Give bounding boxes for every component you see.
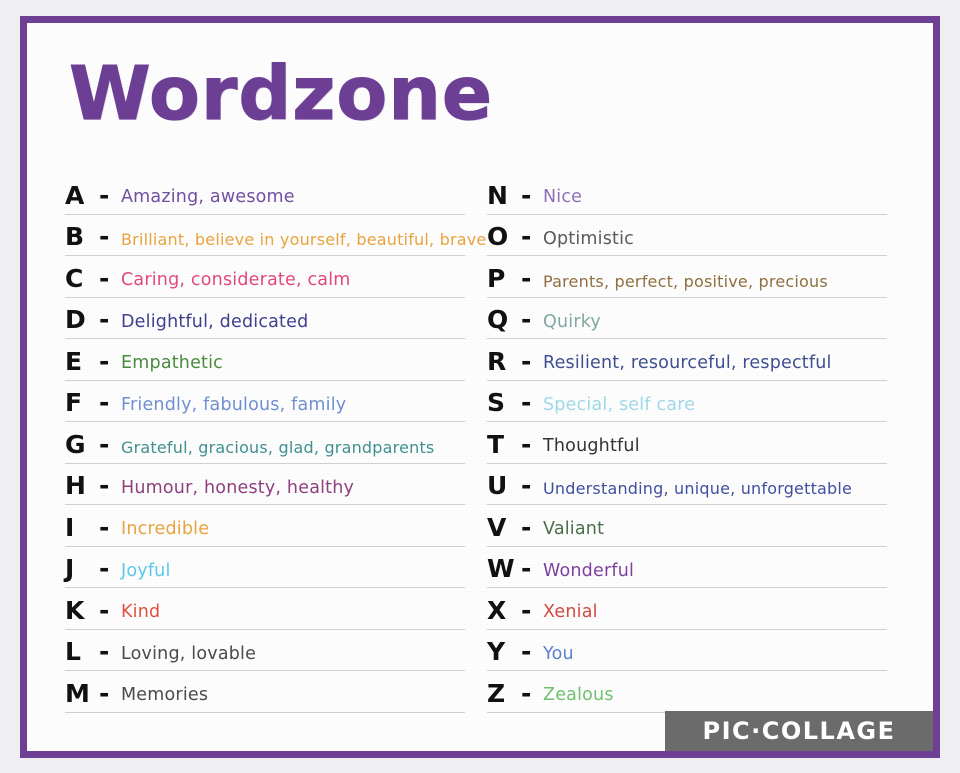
list-item bbox=[65, 339, 465, 381]
letter-label: D bbox=[65, 305, 86, 334]
letter-label: P bbox=[487, 263, 506, 293]
dash-separator: - bbox=[521, 180, 532, 210]
dash-separator: - bbox=[99, 637, 110, 666]
list-item bbox=[487, 215, 887, 257]
dash-separator: - bbox=[99, 222, 110, 251]
word-text: Zealous bbox=[543, 685, 614, 705]
dash-separator: - bbox=[99, 512, 110, 542]
list-item bbox=[487, 256, 887, 298]
dash-separator: - bbox=[99, 471, 110, 500]
letter-label: N bbox=[487, 180, 508, 210]
dash-separator: - bbox=[99, 595, 110, 625]
list-item bbox=[65, 381, 465, 423]
letter-label: H bbox=[65, 471, 86, 500]
list-item bbox=[487, 339, 887, 381]
page-title: Wordzone bbox=[69, 51, 494, 137]
letter-label: M bbox=[65, 678, 90, 708]
word-text: Valiant bbox=[543, 519, 605, 539]
dash-separator: - bbox=[99, 429, 110, 459]
list-item bbox=[487, 381, 887, 423]
letter-label: I bbox=[65, 512, 75, 542]
word-text: Friendly, fabulous, family bbox=[121, 394, 347, 415]
word-list-right-column bbox=[487, 173, 887, 713]
word-text: Parents, perfect, positive, precious bbox=[543, 271, 828, 291]
dash-separator: - bbox=[521, 263, 532, 293]
letter-label: Y bbox=[487, 637, 506, 666]
word-text: Memories bbox=[121, 685, 209, 705]
dash-separator: - bbox=[521, 471, 532, 500]
dash-separator: - bbox=[99, 388, 110, 417]
dash-separator: - bbox=[99, 678, 110, 708]
dash-separator: - bbox=[521, 512, 532, 542]
list-item bbox=[65, 505, 465, 547]
word-text: Quirky bbox=[543, 311, 601, 332]
list-item bbox=[65, 630, 465, 672]
list-item bbox=[487, 464, 887, 506]
letter-label: C bbox=[65, 263, 84, 293]
letter-label: G bbox=[65, 429, 86, 459]
dash-separator: - bbox=[521, 388, 532, 417]
letter-label: X bbox=[487, 595, 507, 625]
letter-label: E bbox=[65, 346, 83, 376]
letter-label: S bbox=[487, 388, 506, 417]
dash-separator: - bbox=[521, 429, 532, 459]
letter-label: Z bbox=[487, 678, 506, 708]
letter-label: Q bbox=[487, 305, 509, 334]
word-text: Resilient, resourceful, respectful bbox=[543, 353, 832, 373]
list-item bbox=[487, 298, 887, 340]
list-item bbox=[65, 422, 465, 464]
letter-label: V bbox=[487, 512, 507, 542]
list-item bbox=[65, 588, 465, 630]
word-text: Delightful, dedicated bbox=[121, 311, 309, 332]
list-item bbox=[65, 547, 465, 589]
letter-label: B bbox=[65, 222, 85, 251]
word-text: Caring, considerate, calm bbox=[121, 270, 351, 290]
list-item bbox=[65, 298, 465, 340]
piccollage-watermark bbox=[665, 711, 933, 751]
dash-separator: - bbox=[99, 305, 110, 334]
dash-separator: - bbox=[521, 595, 532, 625]
word-text: Amazing, awesome bbox=[121, 187, 295, 207]
word-text: Kind bbox=[121, 602, 161, 622]
list-item bbox=[487, 630, 887, 672]
word-text: Special, self care bbox=[543, 394, 696, 415]
word-text: Thoughtful bbox=[543, 436, 640, 456]
word-text: Humour, honesty, healthy bbox=[121, 477, 355, 498]
letter-label: T bbox=[487, 429, 505, 459]
list-item bbox=[487, 547, 887, 589]
list-item bbox=[487, 173, 887, 215]
list-item bbox=[65, 256, 465, 298]
word-text: Grateful, gracious, glad, grandparents bbox=[121, 437, 435, 457]
word-text: Incredible bbox=[121, 519, 210, 539]
letter-label: J bbox=[65, 554, 75, 583]
word-text: Xenial bbox=[543, 602, 598, 622]
list-item bbox=[487, 422, 887, 464]
letter-label: O bbox=[487, 222, 509, 251]
dash-separator: - bbox=[521, 222, 532, 251]
dash-separator: - bbox=[99, 180, 110, 210]
list-item bbox=[65, 464, 465, 506]
dash-separator: - bbox=[99, 554, 110, 583]
letter-label: A bbox=[65, 180, 85, 210]
list-item bbox=[65, 215, 487, 257]
word-text: Loving, lovable bbox=[121, 643, 257, 664]
dash-separator: - bbox=[521, 554, 532, 583]
word-text: Empathetic bbox=[121, 353, 224, 373]
list-item bbox=[65, 173, 465, 215]
word-text: Wonderful bbox=[543, 560, 635, 581]
dash-separator: - bbox=[521, 346, 532, 376]
dash-separator: - bbox=[99, 346, 110, 376]
word-text: Understanding, unique, unforgettable bbox=[543, 479, 853, 498]
letter-label: W bbox=[487, 554, 515, 583]
word-text: Brilliant, believe in yourself, beautiful, brave bbox=[121, 230, 487, 249]
letter-label: F bbox=[65, 388, 83, 417]
word-text: Joyful bbox=[121, 560, 171, 581]
word-text: Optimistic bbox=[543, 228, 634, 249]
poster-frame bbox=[20, 16, 940, 758]
letter-label: L bbox=[65, 637, 81, 666]
watermark-label: PIC·COLLAGE bbox=[702, 717, 896, 745]
poster-paper bbox=[27, 23, 933, 751]
dash-separator: - bbox=[99, 263, 110, 293]
list-item bbox=[487, 505, 887, 547]
list-item bbox=[487, 588, 887, 630]
dash-separator: - bbox=[521, 305, 532, 334]
letter-label: K bbox=[65, 595, 85, 625]
word-text: You bbox=[543, 643, 574, 664]
dash-separator: - bbox=[521, 637, 532, 666]
letter-label: R bbox=[487, 346, 507, 376]
word-list-left-column bbox=[65, 173, 487, 713]
list-item bbox=[65, 671, 465, 713]
word-text: Nice bbox=[543, 187, 583, 207]
list-item bbox=[487, 671, 887, 713]
dash-separator: - bbox=[521, 678, 532, 708]
letter-label: U bbox=[487, 471, 508, 500]
